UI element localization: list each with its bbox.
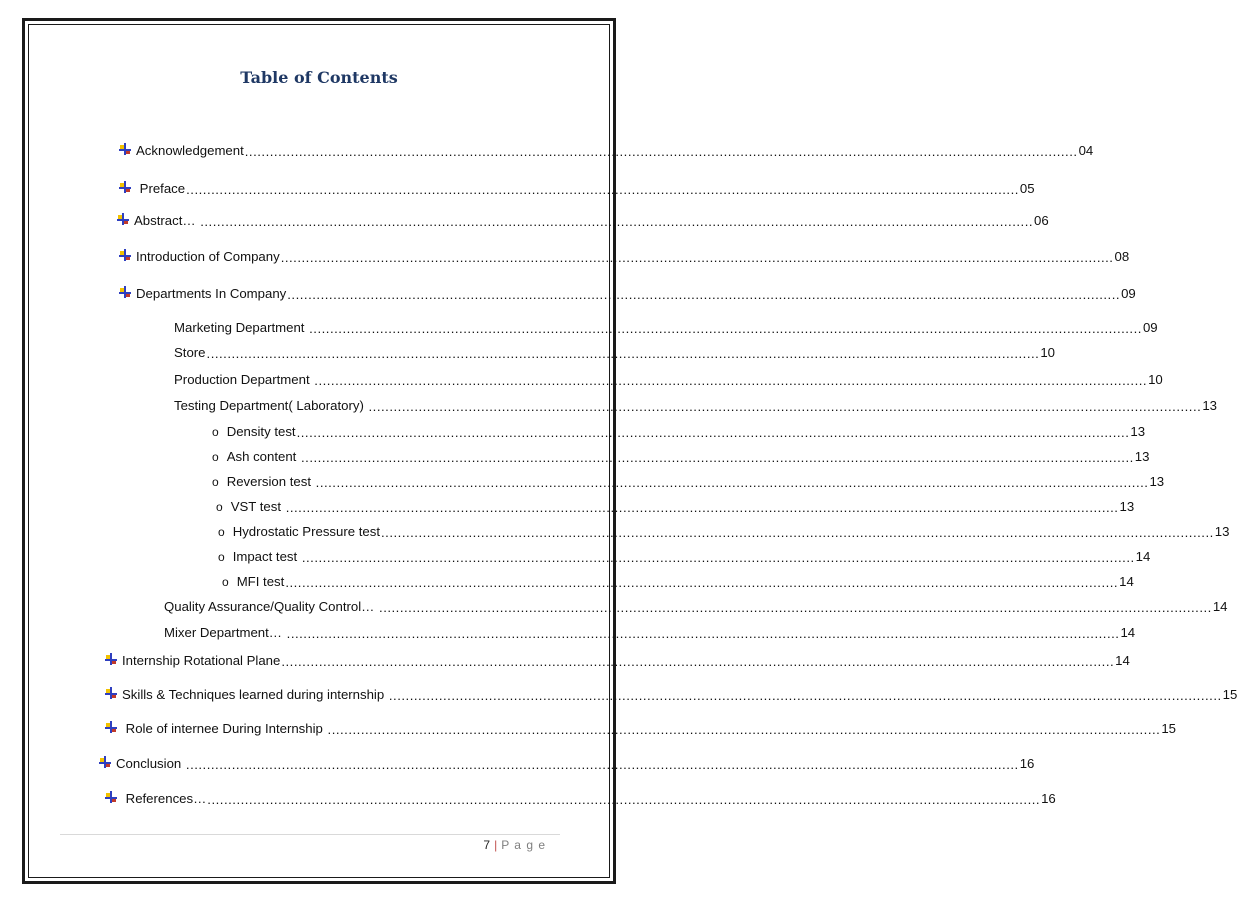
toc-entry-label: Introduction of Company [136,249,280,264]
toc-entry-page: 05 [1019,181,1035,196]
toc-entry-label: Ash content [226,449,300,464]
toc-entry [116,210,1049,229]
toc-entry-label: Departments In Company [136,286,287,301]
flag-marker-icon [104,686,118,700]
flag-marker-icon [118,142,132,156]
footer-rule [60,834,560,835]
bullet-circle-icon: o [212,425,219,439]
toc-entry-label: Mixer Department… [164,625,286,640]
toc-entry-page: 13 [1119,499,1135,514]
toc-dot-leader: ........................................................................................................................................................................................................ [327,722,1161,737]
toc-entry-label: Abstract… [134,213,200,228]
toc-entry-label: Internship Rotational Plane [122,653,281,668]
toc-entry [118,140,1094,159]
toc-entry [218,546,1151,565]
toc-dot-leader: ........................................................................................................................................................................................................ [309,321,1142,336]
flag-marker-icon [104,720,118,734]
flag-marker-icon [104,790,118,804]
toc-dot-leader: ........................................................................................................................................................................................................ [301,450,1134,465]
footer-page-number: 7 [483,838,492,852]
flag-marker-icon [104,652,118,666]
toc-entry-page: 15 [1161,721,1176,736]
toc-entry [160,317,1158,336]
toc-dot-leader: ........................................................................................................................................................................................................ [281,654,1115,669]
bullet-circle-icon: o [222,575,229,589]
toc-dot-leader: ........................................................................................................................................................................................................ [186,182,1019,197]
flag-marker-icon [118,180,132,194]
toc-entry-page: 16 [1041,791,1056,806]
toc-entry-label: Production Department [174,372,314,387]
toc-entry [118,283,1136,302]
toc-entry [218,521,1230,540]
toc-entry [150,596,1228,615]
toc-entry-label: Skills & Techniques learned during internship [122,687,388,702]
toc-entry-label: Hydrostatic Pressure test [232,524,380,539]
toc-entry-label: Store [174,345,206,360]
toc-dot-leader: ........................................................................................................................................................................................................ [381,525,1214,540]
toc-entry-page: 13 [1214,524,1230,539]
page-footer [483,838,546,852]
toc-entry-label: Reversion test [226,474,315,489]
toc-entry [160,369,1163,388]
toc-entry [118,178,1035,197]
toc-dot-leader: ........................................................................................................................................................................................................ [185,757,1019,772]
toc-dot-leader: ........................................................................................................................................................................................................ [368,399,1202,414]
toc-dot-leader: ........................................................................................................................................................................................................ [388,688,1222,703]
toc-entry-page: 14 [1212,599,1228,614]
bullet-circle-icon: o [212,450,219,464]
toc-entry-label: VST test [230,499,285,514]
toc-dot-leader: ........................................................................................................................................................................................................ [207,792,1041,807]
toc-entry [104,650,1130,669]
toc-entry-page: 15 [1222,687,1237,702]
toc-entry-page: 13 [1149,474,1165,489]
toc-entry [150,622,1136,641]
toc-entry-page: 10 [1148,372,1163,387]
toc-entry-page: 14 [1115,653,1130,668]
toc-entry [160,395,1217,414]
toc-dot-leader: ........................................................................................................................................................................................................ [287,287,1121,302]
toc-entry-page: 09 [1121,286,1136,301]
bullet-circle-icon: o [218,525,225,539]
toc-entry [216,496,1135,515]
toc-entry-page: 13 [1134,449,1150,464]
flag-marker-icon [116,212,130,226]
toc-dot-leader: ........................................................................................................................................................................................................ [206,346,1040,361]
toc-entry-page: 13 [1130,424,1146,439]
toc-entry-label: Density test [226,424,296,439]
toc-entry-label: Impact test [232,549,301,564]
toc-dot-leader: ........................................................................................................................................................................................................ [200,214,1034,229]
flag-marker-icon [98,755,112,769]
toc-entry-page: 14 [1120,625,1136,640]
toc-entry [212,471,1165,490]
toc-entry-label: Conclusion [116,756,185,771]
page-title: Table of Contents [240,68,398,87]
toc-dot-leader: ........................................................................................................................................................................................................ [280,250,1114,265]
toc-entry-label: MFI test [236,574,285,589]
toc-dot-leader: ........................................................................................................................................................................................................ [296,425,1130,440]
toc-entry-page: 13 [1202,398,1217,413]
toc-entry [160,342,1055,361]
toc-entry-label: References… [122,791,207,806]
toc-entry-page: 10 [1040,345,1055,360]
toc-entry [118,246,1130,265]
toc-dot-leader: ........................................................................................................................................................................................................ [285,575,1119,590]
toc-entry-page: 14 [1135,549,1151,564]
toc-entry-page: 08 [1114,249,1130,264]
toc-dot-leader: ........................................................................................................................................................................................................ [315,475,1149,490]
toc-dot-leader: ........................................................................................................................................................................................................ [244,144,1078,159]
toc-entry-label: Testing Department( Laboratory) [174,398,368,413]
toc-dot-leader: ........................................................................................................................................................................................................ [379,600,1212,615]
toc-entry [104,718,1176,737]
toc-entry-label: Acknowledgement [136,143,244,158]
toc-entry-page: 14 [1119,574,1134,589]
toc-entry-page: 09 [1142,320,1158,335]
toc-entry [222,571,1134,590]
toc-entry [104,684,1237,703]
toc-dot-leader: ........................................................................................................................................................................................................ [286,626,1120,641]
toc-entry-page: 16 [1019,756,1035,771]
toc-dot-leader: ........................................................................................................................................................................................................ [301,550,1135,565]
toc-dot-leader: ........................................................................................................................................................................................................ [314,373,1148,388]
toc-entry-label: Marketing Department [174,320,309,335]
bullet-circle-icon: o [216,500,223,514]
toc-entry [98,753,1035,772]
toc-entry-label: Preface [136,181,186,196]
toc-entry [212,446,1150,465]
bullet-circle-icon: o [212,475,219,489]
footer-page-word: P a g e [501,838,546,852]
toc-entry [212,421,1146,440]
toc-entry-page: 04 [1078,143,1094,158]
toc-entry-label: Quality Assurance/Quality Control… [164,599,379,614]
toc-entry [104,788,1056,807]
toc-dot-leader: ........................................................................................................................................................................................................ [285,500,1119,515]
flag-marker-icon [118,285,132,299]
toc-entry-label: Role of internee During Internship [122,721,327,736]
flag-marker-icon [118,248,132,262]
toc-entry-page: 06 [1034,213,1049,228]
footer-separator: | [494,838,499,852]
bullet-circle-icon: o [218,550,225,564]
